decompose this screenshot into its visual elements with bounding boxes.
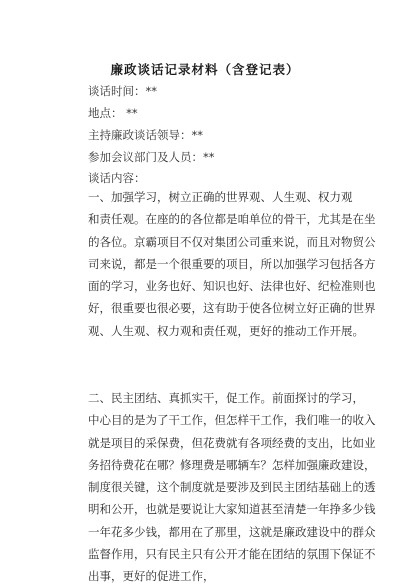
paragraph-1 <box>88 186 376 342</box>
paragraph-line: 二、民主团结、真抓实干，促工作。前面探讨的学习， <box>88 391 364 405</box>
paragraph-line: 和责任观。在座的的各位都是咱单位的骨干，尤其是在坐 <box>88 212 376 227</box>
meta-time: 谈话时间：** <box>88 84 157 98</box>
paragraph-line: 务招待费花在哪？修理费是哪辆车？怎样加强廉政建设， <box>88 457 376 472</box>
paragraph-line: 好，很重要也很必要，这有助于使各位树立好正确的世界 <box>88 301 376 316</box>
paragraph-2 <box>88 387 376 588</box>
document-title: 廉政谈话记录材料（含登记表） <box>110 62 300 77</box>
paragraph-line: 中心目的是为了干工作，但怎样干工作，我们唯一的收入 <box>88 413 376 428</box>
meta-content-label: 谈话内容： <box>88 171 146 185</box>
paragraph-line: 就是项目的采保费，但花费就有各项经费的支出，比如业 <box>88 435 376 450</box>
paragraph-line: 一、加强学习，树立正确的世界观、人生观、权力观 <box>88 190 353 204</box>
paragraph-line: 制度很关键，这个制度就是要涉及到民主团结基础上的透 <box>88 480 376 495</box>
paragraph-line: 一年花多少钱，都用在了那里，这就是廉政建设中的群众 <box>88 524 376 539</box>
meta-attendees: 参加会议部门及人员：** <box>88 150 215 164</box>
paragraph-line: 出事，更好的促进工作， <box>88 569 215 584</box>
paragraph-line: 观、人生观、权力观和责任观，更好的推动工作开展。 <box>88 323 364 338</box>
meta-host: 主持廉政谈话领导：** <box>88 128 203 142</box>
meta-place: 地点： ** <box>88 106 138 120</box>
paragraph-line: 面的学习，业务也好、知识也好、法律也好、纪检准则也 <box>88 279 376 294</box>
paragraph-line: 明和公开，也就是要说让大家知道甚至清楚一年挣多少钱 <box>88 502 376 517</box>
paragraph-line: 司来说，都是一个很重要的项目，所以加强学习包括各方 <box>88 256 376 271</box>
paragraph-line: 监督作用，只有民主只有公开才能在团结的氛围下保证不 <box>88 547 376 562</box>
paragraph-line: 的各位。京霸项目不仅对集团公司重来说，而且对物贸公 <box>88 234 376 249</box>
